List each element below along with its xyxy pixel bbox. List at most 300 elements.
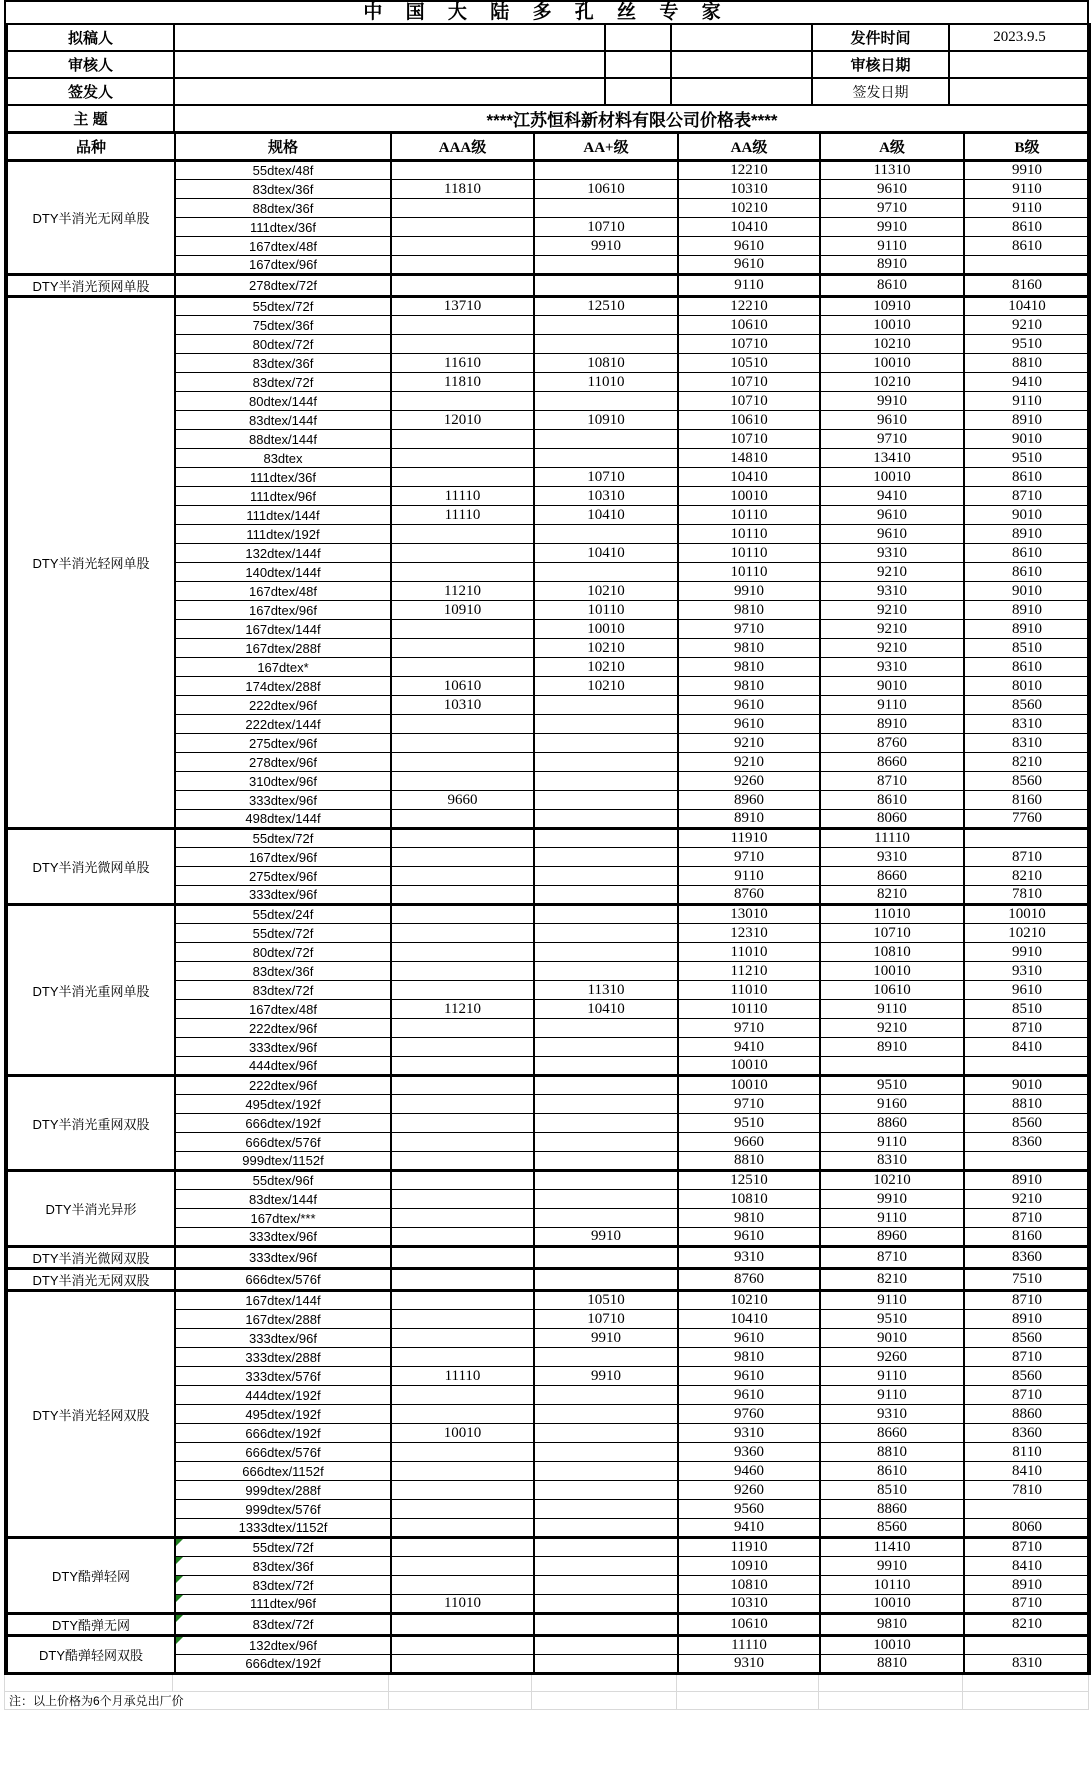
spec-cell: 167dtex/48f [175,1000,391,1019]
price-cell [391,335,534,354]
price-cell: 8060 [820,810,964,829]
price-cell: 10210 [534,639,678,658]
price-cell: 9310 [820,582,964,601]
spec-cell: 999dtex/288f [175,1481,391,1500]
price-cell: 10410 [534,1000,678,1019]
category-cell: DTY半消光轻网单股 [7,297,175,829]
issuer-field[interactable] [174,78,605,105]
price-cell: 10010 [678,487,820,506]
price-cell: 8910 [964,525,1090,544]
price-cell: 8110 [964,1443,1090,1462]
price-cell: 10910 [820,297,964,316]
category-cell: DTY半消光微网双股 [7,1247,175,1269]
price-cell: 9610 [820,506,964,525]
price-cell: 10810 [820,943,964,962]
spec-cell: 167dtex/96f [175,848,391,867]
price-cell: 9310 [678,1655,820,1674]
spec-cell: 111dtex/36f [175,468,391,487]
price-cell: 9110 [820,237,964,256]
price-cell [391,563,534,582]
price-cell: 8910 [964,620,1090,639]
price-cell [391,275,534,297]
price-cell: 9610 [678,1386,820,1405]
price-cell: 9610 [820,525,964,544]
price-cell: 11210 [391,1000,534,1019]
price-cell: 9310 [820,544,964,563]
price-cell [391,392,534,411]
price-cell: 9210 [964,316,1090,335]
price-cell [391,449,534,468]
price-cell: 8610 [964,544,1090,563]
price-cell: 10010 [820,316,964,335]
note-row [5,1691,1089,1709]
price-cell: 8560 [964,1114,1090,1133]
price-cell: 8060 [964,1519,1090,1538]
price-cell: 9810 [678,1209,820,1228]
price-row [7,1291,1090,1310]
price-cell [391,218,534,237]
drafter-label: 拟稿人 [7,24,174,51]
spec-cell: 666dtex/576f [175,1443,391,1462]
spec-cell: 333dtex/576f [175,1367,391,1386]
price-cell [391,943,534,962]
price-cell [534,1209,678,1228]
spec-cell: 275dtex/96f [175,867,391,886]
price-cell [391,715,534,734]
price-cell: 10710 [678,430,820,449]
price-cell: 10910 [534,411,678,430]
price-cell [391,1500,534,1519]
spec-cell: 333dtex/96f [175,1228,391,1247]
empty-cell [532,1691,676,1709]
category-cell: DTY酷弹轻网 [7,1538,175,1614]
price-cell [534,1269,678,1291]
price-cell: 8560 [964,772,1090,791]
empty-cell [962,1675,1088,1691]
price-cell: 9410 [678,1038,820,1057]
price-cell [534,791,678,810]
spec-cell: 444dtex/192f [175,1386,391,1405]
price-cell: 11310 [534,981,678,1000]
spec-cell: 310dtex/96f [175,772,391,791]
price-cell: 9710 [820,430,964,449]
price-cell [534,1076,678,1095]
price-cell: 9810 [678,639,820,658]
price-cell [534,1462,678,1481]
review-date-label: 审核日期 [812,51,949,78]
price-row [7,1269,1090,1291]
price-cell: 10510 [534,1291,678,1310]
price-cell: 9610 [678,696,820,715]
price-cell: 11810 [391,180,534,199]
price-cell [534,1443,678,1462]
spec-cell: 222dtex/96f [175,696,391,715]
price-cell: 9810 [678,601,820,620]
price-cell [391,1190,534,1209]
price-cell [391,1538,534,1557]
price-cell: 9510 [820,1076,964,1095]
price-cell: 8710 [820,1247,964,1269]
price-cell: 11110 [391,487,534,506]
price-cell [534,1576,678,1595]
spec-cell: 55dtex/96f [175,1171,391,1190]
price-cell: 9360 [678,1443,820,1462]
price-cell [391,237,534,256]
price-cell: 9910 [678,582,820,601]
price-cell: 9910 [820,218,964,237]
spec-cell: 444dtex/96f [175,1057,391,1076]
price-cell: 8710 [964,1386,1090,1405]
price-cell: 11810 [391,373,534,392]
price-cell: 8910 [964,1171,1090,1190]
spec-cell: 999dtex/1152f [175,1152,391,1171]
price-cell: 9310 [820,1405,964,1424]
price-row [7,1076,1090,1095]
price-cell: 9110 [820,1367,964,1386]
price-cell [534,256,678,275]
price-cell: 12510 [678,1171,820,1190]
price-cell [391,161,534,180]
price-cell: 10210 [820,373,964,392]
price-cell: 8960 [678,791,820,810]
price-cell: 10210 [820,1171,964,1190]
col-header-variety: 品种 [7,133,175,161]
price-cell: 10110 [534,601,678,620]
price-cell: 9310 [678,1247,820,1269]
price-cell: 12310 [678,924,820,943]
price-cell [391,1076,534,1095]
price-cell [391,1152,534,1171]
price-cell: 9110 [820,1133,964,1152]
price-cell [391,430,534,449]
footer-note: 注：以上价格为6个月承兑出厂价 [5,1691,389,1709]
price-cell: 9910 [964,161,1090,180]
price-row [7,297,1090,316]
price-cell [391,848,534,867]
price-cell: 9410 [964,373,1090,392]
price-cell: 9110 [678,275,820,297]
review-date-value[interactable] [949,51,1090,78]
price-cell: 8560 [964,696,1090,715]
category-cell: DTY半消光轻网双股 [7,1291,175,1538]
price-cell [534,199,678,218]
price-cell [534,1424,678,1443]
price-cell [534,1636,678,1655]
category-cell: DTY半消光无网单股 [7,161,175,275]
spec-cell: 167dtex/*** [175,1209,391,1228]
price-cell: 8610 [964,658,1090,677]
price-cell: 9110 [964,392,1090,411]
price-cell: 11010 [678,943,820,962]
spec-cell: 88dtex/36f [175,199,391,218]
price-cell [534,1405,678,1424]
price-cell: 8610 [964,237,1090,256]
spec-cell: 111dtex/96f [175,487,391,506]
spec-cell: 83dtex/144f [175,1190,391,1209]
price-cell: 13710 [391,297,534,316]
price-cell [391,1443,534,1462]
gap-cell [605,78,671,105]
price-cell [391,199,534,218]
price-cell: 9610 [964,981,1090,1000]
price-cell: 8610 [820,791,964,810]
price-cell: 12210 [678,297,820,316]
price-cell [534,734,678,753]
price-cell: 8810 [964,354,1090,373]
price-cell [534,449,678,468]
price-cell: 10410 [964,297,1090,316]
price-cell: 8810 [678,1152,820,1171]
spec-cell: 75dtex/36f [175,316,391,335]
spec-cell: 278dtex/72f [175,275,391,297]
price-cell [391,1057,534,1076]
meta-header-table [6,23,1091,131]
price-cell [534,905,678,924]
price-cell [391,1310,534,1329]
subject-value: ****江苏恒科新材料有限公司价格表**** [174,105,1090,131]
spec-cell: 55dtex/72f [175,924,391,943]
price-cell: 10110 [678,544,820,563]
price-cell: 9310 [964,962,1090,981]
price-cell: 8610 [964,468,1090,487]
spec-cell: 222dtex/96f [175,1019,391,1038]
price-cell [534,924,678,943]
spec-cell: 222dtex/144f [175,715,391,734]
price-cell: 11610 [391,354,534,373]
spec-cell-flagged: 83dtex/36f [175,1557,391,1576]
price-row [7,1538,1090,1557]
spec-cell: 333dtex/96f [175,1247,391,1269]
price-row [7,161,1090,180]
price-cell: 8960 [820,1228,964,1247]
price-cell: 8910 [964,601,1090,620]
price-cell [534,1386,678,1405]
drafter-field[interactable] [174,24,605,51]
price-cell [534,1247,678,1269]
col-header-a: A级 [820,133,964,161]
price-cell: 9310 [678,1424,820,1443]
price-cell [964,1152,1090,1171]
price-cell: 8360 [964,1424,1090,1443]
category-cell: DTY半消光重网双股 [7,1076,175,1171]
issue-date-label: 签发日期 [812,78,949,105]
price-cell: 11010 [534,373,678,392]
price-cell: 9210 [678,734,820,753]
price-cell: 11210 [391,582,534,601]
reviewer-field[interactable] [174,51,605,78]
spec-cell: 55dtex/72f [175,297,391,316]
price-cell: 14810 [678,449,820,468]
price-cell: 11010 [820,905,964,924]
spec-cell: 666dtex/576f [175,1269,391,1291]
empty-cell [818,1675,962,1691]
price-cell [534,829,678,848]
category-cell: DTY酷弹无网 [7,1614,175,1636]
price-cell: 10010 [820,1595,964,1614]
price-cell [534,696,678,715]
price-cell: 8310 [964,715,1090,734]
price-cell [391,1576,534,1595]
price-cell: 8610 [964,563,1090,582]
price-cell: 8760 [678,886,820,905]
price-cell [391,620,534,639]
price-cell [391,924,534,943]
price-cell [391,886,534,905]
spec-cell: 167dtex/48f [175,237,391,256]
price-cell: 9110 [678,867,820,886]
price-cell [964,1057,1090,1076]
price-cell [391,1228,534,1247]
price-cell [391,1038,534,1057]
price-cell: 10810 [534,354,678,373]
price-cell: 9010 [820,1329,964,1348]
price-cell: 9260 [678,772,820,791]
empty-cell [818,1691,962,1709]
price-cell [391,753,534,772]
spec-cell: 132dtex/144f [175,544,391,563]
spec-cell: 495dtex/192f [175,1405,391,1424]
price-cell [534,1133,678,1152]
spec-cell-flagged: 83dtex/72f [175,1614,391,1636]
price-cell: 9460 [678,1462,820,1481]
gap-cell [605,24,671,51]
price-cell: 10710 [534,218,678,237]
spec-cell: 167dtex/288f [175,639,391,658]
price-cell: 9660 [678,1133,820,1152]
price-cell [391,1405,534,1424]
price-cell: 9910 [964,943,1090,962]
spec-cell: 80dtex/72f [175,943,391,962]
spec-cell: 333dtex/288f [175,1348,391,1367]
price-cell: 11410 [820,1538,964,1557]
spec-cell: 80dtex/144f [175,392,391,411]
price-cell: 11110 [391,506,534,525]
spec-cell: 83dtex/72f [175,981,391,1000]
spec-cell: 333dtex/96f [175,1038,391,1057]
spec-cell: 174dtex/288f [175,677,391,696]
spec-cell: 83dtex/36f [175,180,391,199]
spec-cell: 495dtex/192f [175,1095,391,1114]
price-cell: 10210 [964,924,1090,943]
price-cell: 8210 [820,1269,964,1291]
price-cell: 9010 [820,677,964,696]
spec-cell: 83dtex/144f [175,411,391,430]
price-cell [391,867,534,886]
price-cell: 9710 [678,848,820,867]
price-cell: 9910 [534,1228,678,1247]
price-cell: 9510 [964,335,1090,354]
spec-cell: 111dtex/144f [175,506,391,525]
category-cell: DTY半消光无网双股 [7,1269,175,1291]
price-cell [391,734,534,753]
price-cell: 8610 [964,218,1090,237]
price-cell [534,1500,678,1519]
price-cell: 8010 [964,677,1090,696]
price-cell [391,1095,534,1114]
price-cell: 9810 [678,1348,820,1367]
price-cell: 9210 [820,639,964,658]
price-cell: 9910 [534,1367,678,1386]
price-cell [391,1655,534,1674]
price-cell [391,256,534,275]
issue-date-value[interactable] [949,78,1090,105]
price-cell [391,1462,534,1481]
spec-cell: 666dtex/192f [175,1424,391,1443]
price-cell: 9160 [820,1095,964,1114]
price-cell [391,1019,534,1038]
price-cell: 10010 [534,620,678,639]
price-cell: 10410 [534,506,678,525]
price-cell: 10310 [678,1595,820,1614]
spec-cell: 88dtex/144f [175,430,391,449]
price-cell: 8360 [964,1133,1090,1152]
price-cell: 8910 [964,411,1090,430]
price-cell: 8710 [964,1291,1090,1310]
price-cell: 8310 [964,734,1090,753]
price-cell: 9110 [820,696,964,715]
price-cell: 9610 [678,715,820,734]
price-cell [534,715,678,734]
price-cell: 8510 [964,639,1090,658]
price-cell [534,1057,678,1076]
price-cell: 11110 [391,1367,534,1386]
spec-cell-flagged: 111dtex/96f [175,1595,391,1614]
price-cell: 10910 [391,601,534,620]
price-cell [534,1481,678,1500]
price-cell: 10410 [678,1310,820,1329]
price-cell: 10610 [391,677,534,696]
price-cell [391,1329,534,1348]
price-cell [391,1269,534,1291]
price-cell: 8660 [820,753,964,772]
price-cell [391,1291,534,1310]
price-cell [391,1114,534,1133]
price-cell: 10210 [534,677,678,696]
price-cell: 10810 [678,1576,820,1595]
price-row [7,905,1090,924]
price-cell: 8210 [964,1614,1090,1636]
price-cell: 8510 [820,1481,964,1500]
price-cell: 10310 [534,487,678,506]
empty-cell [389,1691,532,1709]
price-cell: 8760 [678,1269,820,1291]
price-cell: 10610 [678,316,820,335]
price-cell: 8560 [964,1367,1090,1386]
price-cell: 8560 [820,1519,964,1538]
price-cell [391,962,534,981]
price-cell: 7760 [964,810,1090,829]
price-cell: 10210 [534,658,678,677]
price-cell [820,1057,964,1076]
gap-cell [671,51,812,78]
document-title: 中 国 大 陆 多 孔 丝 专 家 [363,2,730,23]
price-cell: 12010 [391,411,534,430]
send-time-label: 发件时间 [812,24,949,51]
price-cell: 9910 [534,1329,678,1348]
price-cell [391,1614,534,1636]
price-cell [534,962,678,981]
price-row [7,1636,1090,1655]
price-cell: 9210 [820,563,964,582]
price-cell: 9760 [678,1405,820,1424]
gap-cell [671,78,812,105]
empty-cell [962,1691,1088,1709]
price-cell: 8860 [964,1405,1090,1424]
price-cell [534,1614,678,1636]
price-cell [964,1500,1090,1519]
price-cell: 10010 [964,905,1090,924]
price-cell: 9210 [820,601,964,620]
